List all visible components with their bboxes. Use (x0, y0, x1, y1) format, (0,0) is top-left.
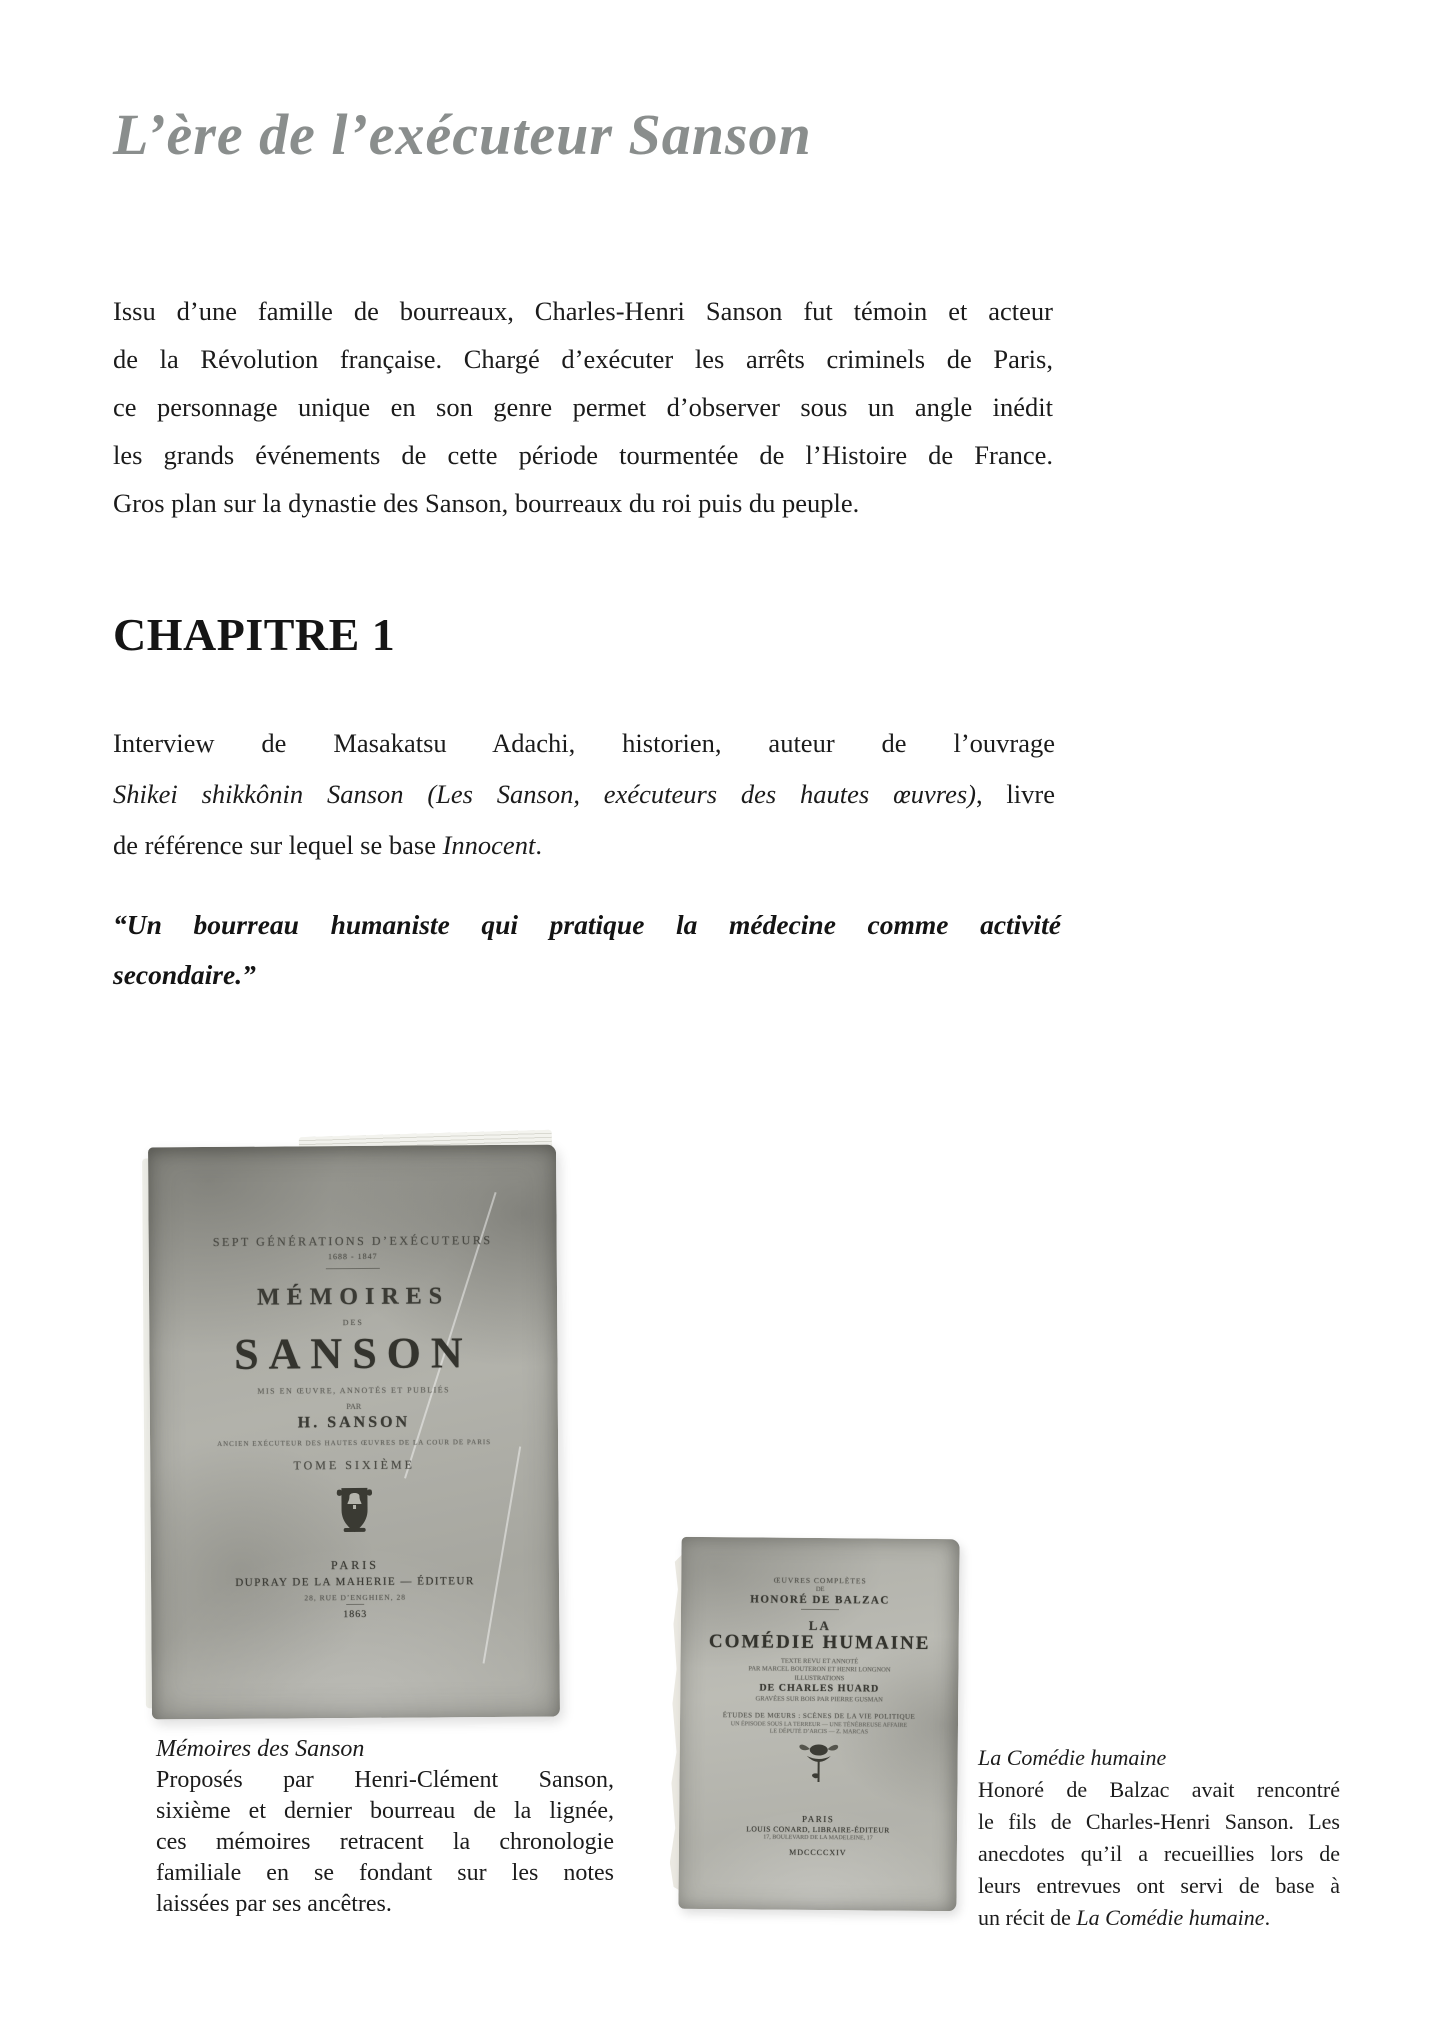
text-line: Gros plan sur la dynastie des Sanson, bourreaux du roi puis du peuple. (113, 488, 860, 518)
cover-de-line: DE (815, 1585, 825, 1594)
caption-comedie (978, 1742, 1340, 1934)
cover-note-line: MIS EN ŒUVRE, ANNOTÉS ET PUBLIÉS (257, 1385, 451, 1396)
book-cover-memoires (148, 1145, 560, 1720)
scratch-mark (483, 1446, 521, 1663)
quote-paragraph (113, 900, 1061, 1000)
text-line: de la Révolution française. Chargé d’exécuter les arrêts criminels de Paris, (113, 344, 1053, 374)
cover-publisher-line: LOUIS CONARD, LIBRAIRE-ÉDITEUR (746, 1824, 890, 1835)
chapter-heading: CHAPITRE 1 (113, 609, 396, 660)
text-line: familiale en se fondant sur les notes (156, 1860, 614, 1886)
book-photo-comedie-humaine (678, 1537, 959, 1911)
cover-title-line: COMÉDIE HUMAINE (708, 1631, 931, 1654)
caption-text (156, 1765, 614, 1920)
text-line: Honoré de Balzac avait rencontré (978, 1777, 1340, 1802)
text-line: le fils de Charles-Henri Sanson. Les (978, 1809, 1340, 1834)
cover-rule (326, 1268, 380, 1269)
cover-address-line: 17, BOULEVARD DE LA MADELEINE, 17 (763, 1834, 873, 1842)
cover-tome-line: TOME SIXIÈME (293, 1457, 415, 1473)
text-line: les grands événements de cette période tourmentée de l’Histoire de France. (113, 440, 1053, 470)
cover-note-line: TEXTE REVU ET ANNOTÉ (780, 1657, 859, 1666)
cover-note-line: ILLUSTRATIONS (794, 1674, 845, 1683)
cover-note-line: LE DÉPUTÉ D’ARCIS — Z. MARCAS (769, 1728, 869, 1736)
text-line: laissées par ses ancêtres. (156, 1891, 392, 1917)
cover-year-line: 1863 (343, 1608, 368, 1621)
cover-dates-line: 1688 - 1847 (327, 1251, 378, 1262)
intro-paragraph (113, 287, 1053, 527)
text-line: de référence sur lequel se base Innocent. (113, 830, 542, 860)
cover-note-line: UN ÉPISODE SOUS LA TERREUR — UNE TÉNÉBREUSE AFFAIRE (730, 1721, 908, 1729)
text-line: ces mémoires retracent la chronologie (156, 1829, 614, 1855)
cover-note-line: GRAVÉES SUR BOIS PAR PIERRE GUSMAN (755, 1695, 883, 1704)
cover-sanson-title: SANSON (234, 1328, 473, 1379)
text-line: Proposés par Henri-Clément Sanson, (156, 1767, 614, 1793)
cover-series-line: SEPT GÉNÉRATIONS D’EXÉCUTEURS (212, 1233, 493, 1249)
caption-title: Mémoires des Sanson (156, 1736, 365, 1762)
text-line: “Un bourreau humaniste qui pratique la médecine comme activité (113, 909, 1061, 940)
text-line: Issu d’une famille de bourreaux, Charles-Henri Sanson fut témoin et acteur (113, 296, 1053, 326)
cover-memoires-line: MÉMOIRES (256, 1283, 450, 1311)
text-line: ce personnage unique en son genre permet d’observer sous un angle inédit (113, 392, 1053, 422)
text-line: Interview de Masakatsu Adachi, historien, auteur de l’ouvrage (113, 728, 1055, 758)
crest-emblem-icon (150, 1483, 558, 1543)
text-line: leurs entrevues ont servi de base à (978, 1873, 1340, 1898)
caption-text (978, 1774, 1340, 1934)
book-photo-memoires-sanson (148, 1145, 560, 1720)
cover-author-line: H. SANSON (297, 1413, 411, 1432)
cover-illustrator-line: DE CHARLES HUARD (759, 1682, 880, 1695)
text-line: Shikei shikkônin Sanson (Les Sanson, exécuteurs des hautes œuvres), livre (113, 779, 1055, 809)
caption-title: La Comédie humaine (978, 1745, 1167, 1770)
cover-city-line: PARIS (802, 1813, 835, 1825)
text-line: secondaire.” (113, 959, 256, 990)
cover-note-line: PAR MARCEL BOUTERON ET HENRI LONGNON (748, 1665, 891, 1674)
interview-paragraph (113, 718, 1055, 871)
cover-des-line: DES (342, 1317, 364, 1328)
cover-publisher-line: DUPRAY DE LA MAHERIE — ÉDITEUR (235, 1575, 475, 1589)
cover-note-line: ANCIEN EXÉCUTEUR DES HAUTES ŒUVRES DE LA COUR DE PARIS (217, 1438, 492, 1448)
cover-rule (801, 1609, 839, 1610)
cover-series-line: ŒUVRES COMPLÈTES (773, 1575, 867, 1586)
cover-rule (346, 1604, 364, 1605)
cover-address-line: 28, RUE D’ENGHIEN, 28 (304, 1592, 406, 1603)
fly-emblem-icon (679, 1739, 957, 1796)
text-line: anecdotes qu’il a recueillies lors de (978, 1841, 1340, 1866)
text-line: un récit de La Comédie humaine. (978, 1905, 1271, 1930)
cover-year-line: MDCCCCXIV (789, 1847, 847, 1858)
cover-la-line: LA (808, 1617, 831, 1634)
caption-memoires (156, 1734, 614, 1920)
cover-par-line: PAR (346, 1401, 362, 1412)
page-title: L’ère de l’exécuteur Sanson (113, 102, 812, 167)
cover-city-line: PARIS (330, 1557, 379, 1573)
book-cover-comedie (678, 1537, 959, 1911)
cover-note-line: ÉTUDES DE MŒURS : SCÈNES DE LA VIE POLITIQUE (722, 1711, 916, 1721)
text-line: sixième et dernier bourreau de la lignée, (156, 1798, 614, 1824)
cover-author-line: HONORÉ DE BALZAC (750, 1593, 890, 1607)
